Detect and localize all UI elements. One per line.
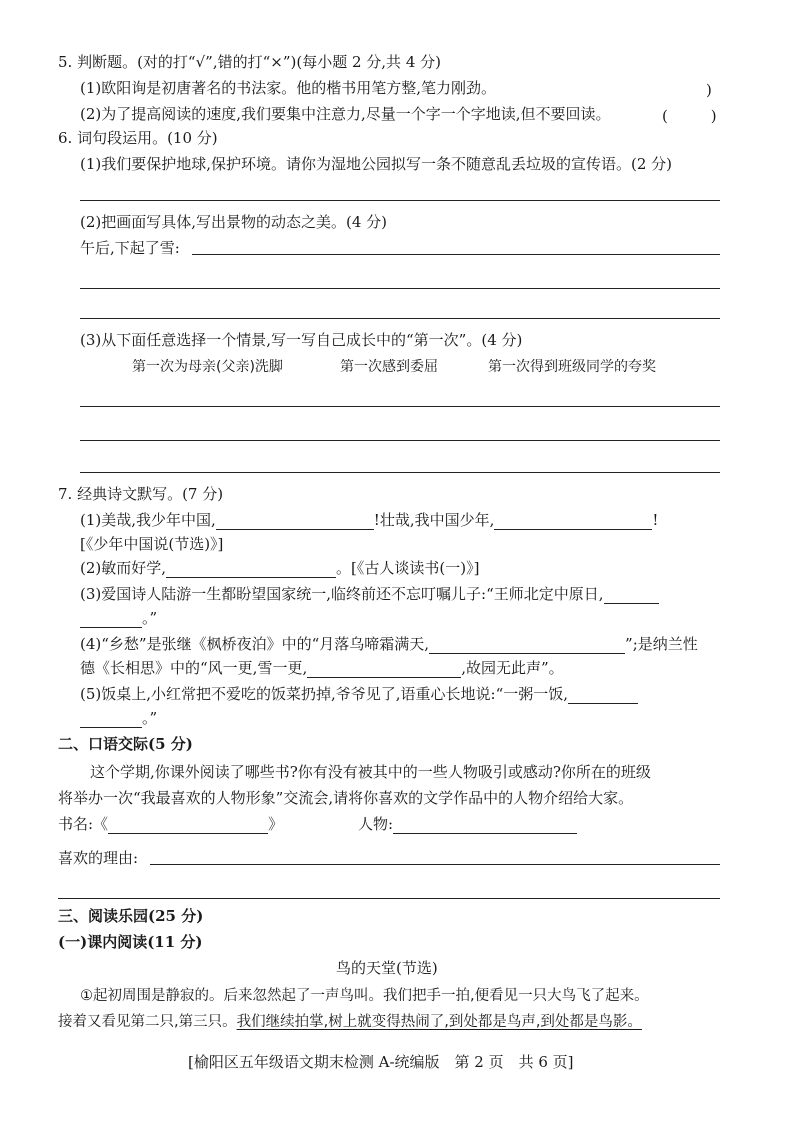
person-field — [358, 814, 577, 834]
q7-line-4 — [80, 634, 698, 654]
q7-1-source: [《少年中国说(节选)》] — [80, 535, 224, 553]
q7-4-c: 德《长相思》中的“风一更,雪一更, — [80, 659, 308, 677]
book-label: 书名:《 — [58, 815, 109, 833]
q6-part-1: (1)我们要保护地球,保护环境。请你为湿地公园拟写一条不随意乱丢垃圾的宣传语。(2 分) — [80, 155, 673, 173]
person-label: 人物: — [358, 815, 394, 833]
q7-line-1 — [80, 510, 658, 530]
q7-line-5 — [80, 684, 638, 704]
q7-line-3b — [80, 608, 157, 628]
scene-1: 第一次为母亲(父亲)洗脚 — [132, 359, 283, 375]
fill-blank[interactable] — [166, 562, 336, 578]
reason-label: 喜欢的理由: — [58, 849, 139, 867]
fill-blank[interactable] — [216, 514, 374, 530]
book-close: 》 — [268, 815, 284, 833]
q7-line-3 — [80, 584, 659, 604]
q7-1-b: !壮哉,我中国少年, — [373, 511, 495, 529]
q6-title: 6. 词句段运用。(10 分) — [58, 129, 218, 147]
passage-line-2 — [58, 1012, 642, 1032]
reason-input[interactable] — [150, 864, 720, 865]
fill-blank[interactable] — [307, 662, 461, 678]
q5-answer-paren-2[interactable]: ( ) — [662, 107, 717, 125]
q7-line-5b — [80, 708, 157, 728]
answer-line[interactable] — [80, 440, 720, 441]
q5-title: 5. 判断题。(对的打“√”,错的打“×”)(每小题 2 分,共 4 分) — [58, 53, 441, 71]
page-footer: [榆阳区五年级语文期末检测 A-统编版 第 2 页 共 6 页] — [188, 1053, 574, 1071]
book-input[interactable] — [108, 818, 268, 834]
section-3-title: 三、阅读乐园(25 分) — [58, 907, 204, 925]
book-field — [58, 814, 283, 834]
passage-line-1: ①起初周围是静寂的。后来忽然起了一声鸟叫。我们把手一拍,便看见一只大鸟飞了起来。 — [80, 988, 649, 1004]
q7-2-a: (2)敏而好学, — [80, 559, 167, 577]
passage-line-2-a: 接着又看见第二只,第三只。 — [58, 1014, 237, 1030]
answer-line[interactable] — [80, 406, 720, 407]
q7-1-c: ! — [652, 511, 659, 529]
q5-item-1: (1)欧阳询是初唐著名的书法家。他的楷书用笔方整,笔力刚劲。 — [80, 79, 497, 97]
q7-4-a: (4)“乡愁”是张继《枫桥夜泊》中的“月落乌啼霜满天, — [80, 635, 430, 653]
q7-3-a: (3)爱国诗人陆游一生都盼望国家统一,临终前还不忘叮嘱儿子:“王师北定中原日, — [80, 585, 604, 603]
scene-3: 第一次得到班级同学的夸奖 — [488, 359, 656, 375]
s2-paragraph-1: 这个学期,你课外阅读了哪些书?你有没有被其中的一些人物吸引或感动?你所在的班级 — [90, 763, 651, 781]
q7-5-end: 。” — [142, 709, 158, 727]
s3-subtitle: (一)课内阅读(11 分) — [58, 933, 203, 951]
q7-line-2 — [80, 558, 479, 578]
answer-line[interactable] — [80, 288, 720, 289]
fill-blank[interactable] — [80, 712, 142, 728]
fill-blank[interactable] — [494, 514, 652, 530]
q5-answer-paren-1[interactable]: ) — [706, 81, 712, 99]
fill-blank[interactable] — [80, 612, 142, 628]
fill-blank[interactable] — [604, 588, 659, 604]
q7-5-a: (5)饭桌上,小红常把不爱吃的饭菜扔掉,爷爷见了,语重心长地说:“一粥一饭, — [80, 685, 569, 703]
q7-1-a: (1)美哉,我少年中国, — [80, 511, 216, 529]
q7-4-b: ”;是纳兰性 — [625, 635, 698, 653]
section-2-title: 二、口语交际(5 分) — [58, 735, 193, 753]
answer-line[interactable] — [192, 254, 720, 255]
fill-blank[interactable] — [429, 638, 625, 654]
passage-title: 鸟的天堂(节选) — [336, 959, 438, 977]
q6-part-2: (2)把画面写具体,写出景物的动态之美。(4 分) — [80, 213, 388, 231]
q5-item-2: (2)为了提高阅读的速度,我们要集中注意力,尽量一个字一个字地读,但不要回读。 — [80, 105, 611, 123]
q7-title: 7. 经典诗文默写。(7 分) — [58, 485, 224, 503]
answer-line[interactable] — [58, 898, 720, 899]
s2-paragraph-2: 将举办一次“我最喜欢的人物形象”交流会,请将你喜欢的文学作品中的人物介绍给大家。 — [58, 789, 634, 807]
person-input[interactable] — [393, 818, 577, 834]
answer-line[interactable] — [80, 200, 720, 201]
q7-2-b: 。[《古人谈读书(一)》] — [336, 559, 480, 577]
q7-3-end: 。” — [142, 609, 158, 627]
scene-2: 第一次感到委屈 — [340, 359, 438, 375]
fill-blank[interactable] — [568, 688, 638, 704]
passage-underlined-sentence: 我们继续拍掌,树上就变得热闹了,到处都是鸟声,到处都是鸟影。 — [236, 1014, 642, 1030]
answer-line[interactable] — [80, 472, 720, 473]
q6-part-2-prefix: 午后,下起了雪: — [80, 239, 180, 257]
q7-4-d: ,故园无此声”。 — [461, 659, 564, 677]
q7-line-4b — [80, 658, 564, 678]
answer-line[interactable] — [80, 318, 720, 319]
q6-part-3: (3)从下面任意选择一个情景,写一写自己成长中的“第一次”。(4 分) — [80, 331, 523, 349]
